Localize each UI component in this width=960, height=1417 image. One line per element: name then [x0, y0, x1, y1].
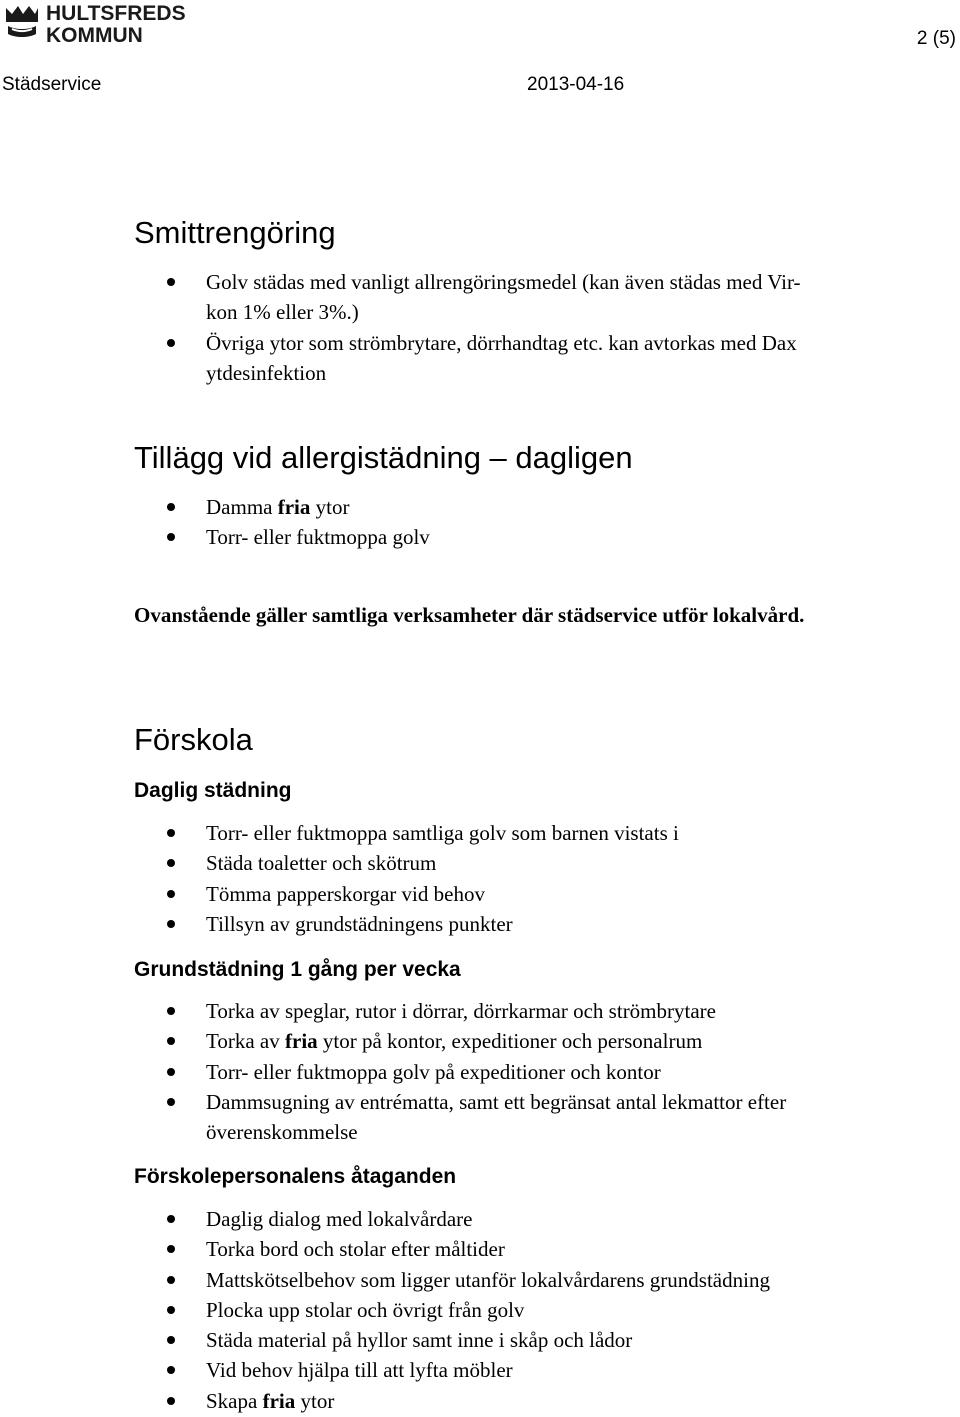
- list-item: Plocka upp stolar och övrigt från golv: [134, 1295, 894, 1325]
- list-item: Övriga ytor som strömbrytare, dörrhandtag etc. kan avtorkas med Dax: [134, 328, 894, 358]
- section-title-smittrengoring: Smittrengöring: [134, 215, 336, 250]
- bullet-icon: [167, 920, 175, 928]
- bullet-icon: [167, 278, 175, 286]
- bullet-icon: [167, 533, 175, 541]
- subheading-grundstadning: Grundstädning 1 gång per vecka: [134, 958, 461, 981]
- list-item: Torka av speglar, rutor i dörrar, dörrkarmar och strömbrytare: [134, 996, 894, 1026]
- subheading-daglig-stadning: Daglig städning: [134, 779, 292, 802]
- bullet-icon: [167, 1245, 175, 1253]
- bullet-icon: [167, 1007, 175, 1015]
- list-item: Damma fria ytor: [134, 492, 894, 522]
- subheading-personal-ataganden: Förskolepersonalens åtaganden: [134, 1165, 457, 1188]
- list-item: Tillsyn av grundstädningens punkter: [134, 909, 894, 939]
- bullet-icon: [167, 1366, 175, 1374]
- list-item: Torr- eller fuktmoppa golv: [134, 522, 894, 552]
- list-item: Torr- eller fuktmoppa samtliga golv som barnen vistats i: [134, 818, 894, 848]
- logo-text-line1: HULTSFREDS: [46, 2, 186, 25]
- municipality-logo: [2, 0, 188, 46]
- bullet-icon: [167, 1336, 175, 1344]
- bullet-icon: [167, 890, 175, 898]
- bullet-icon: [167, 1276, 175, 1284]
- list-item: Mattskötselbehov som ligger utanför lokalvårdarens grundstädning: [134, 1265, 894, 1295]
- list-item-continuation: överenskommelse: [206, 1120, 358, 1145]
- list-item: Vid behov hjälpa till att lyfta möbler: [134, 1355, 894, 1385]
- bullet-icon: [167, 339, 175, 347]
- list-item: Torr- eller fuktmoppa golv på expeditioner och kontor: [134, 1057, 894, 1087]
- list-item: Tömma papperskorgar vid behov: [134, 879, 894, 909]
- bullet-icon: [167, 1037, 175, 1045]
- personal-ataganden-list: [134, 1204, 894, 1416]
- department-label: Städservice: [2, 74, 102, 95]
- bullet-icon: [167, 829, 175, 837]
- bullet-icon: [167, 1215, 175, 1223]
- list-item: Städa toaletter och skötrum: [134, 848, 894, 878]
- bullet-icon: [167, 1098, 175, 1106]
- allergistadning-list: [134, 492, 894, 553]
- section-title-forskola: Förskola: [134, 722, 253, 757]
- list-item: Dammsugning av entrématta, samt ett begränsat antal lekmattor efter: [134, 1087, 894, 1117]
- page-number: 2 (5): [916, 28, 956, 49]
- grundstadning-list: [134, 996, 894, 1147]
- list-item-continuation: kon 1% eller 3%.): [206, 300, 359, 325]
- logo-text-line2: KOMMUN: [46, 24, 143, 46]
- section-title-allergistadning: Tillägg vid allergistädning – dagligen: [134, 440, 633, 475]
- crown-logo-icon: [2, 0, 188, 46]
- list-item: Daglig dialog med lokalvårdare: [134, 1204, 894, 1234]
- list-item: Golv städas med vanligt allrengöringsmedel (kan även städas med Vir-: [134, 267, 894, 297]
- daglig-stadning-list: [134, 818, 894, 939]
- scope-note: Ovanstående gäller samtliga verksamheter där städservice utför lokalvård.: [134, 603, 805, 627]
- smittrengoring-list: [134, 267, 894, 388]
- bullet-icon: [167, 503, 175, 511]
- bullet-icon: [167, 1397, 175, 1405]
- list-item: Städa material på hyllor samt inne i skåp och lådor: [134, 1325, 894, 1355]
- bullet-icon: [167, 1068, 175, 1076]
- list-item: Skapa fria ytor: [134, 1386, 894, 1416]
- list-item: Torka bord och stolar efter måltider: [134, 1234, 894, 1264]
- document-date: 2013-04-16: [527, 74, 625, 95]
- bullet-icon: [167, 859, 175, 867]
- list-item-continuation: ytdesinfektion: [206, 360, 327, 385]
- list-item: Torka av fria ytor på kontor, expeditioner och personalrum: [134, 1026, 894, 1056]
- bullet-icon: [167, 1306, 175, 1314]
